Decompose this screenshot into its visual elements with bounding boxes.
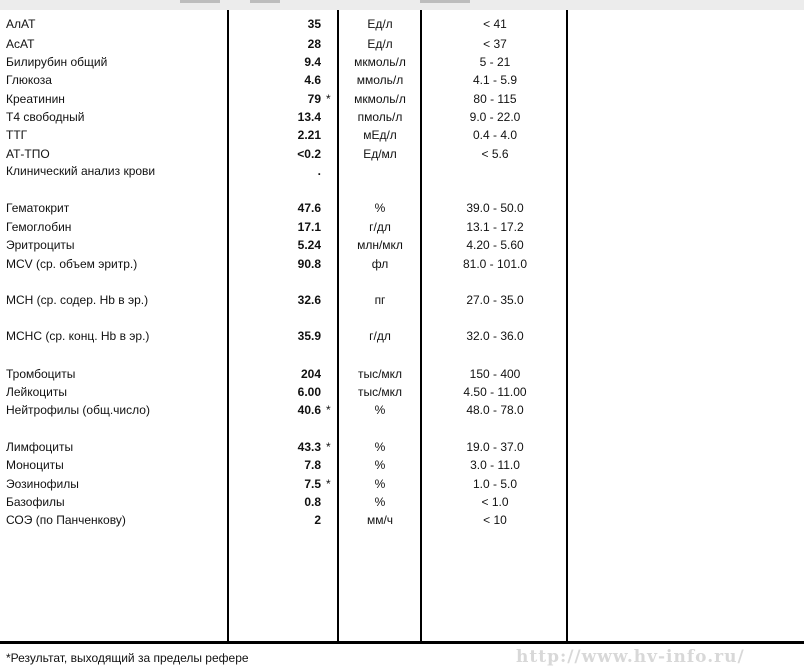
result-value: 204 <box>300 367 321 381</box>
reference-range: 13.1 - 17.2 <box>466 220 524 234</box>
unit: г/дл <box>369 220 391 234</box>
watermark: http://www.hv-info.ru/ <box>516 647 745 667</box>
result-value: 2 <box>314 513 321 527</box>
out-of-range-flag: * <box>326 477 331 491</box>
reference-range: 4.20 - 5.60 <box>466 238 524 252</box>
test-name: АТ-ТПО <box>6 147 50 161</box>
result-value: 32.6 <box>297 293 321 307</box>
reference-range: 80 - 115 <box>473 92 517 106</box>
reference-range: < 41 <box>483 17 507 31</box>
result-value: 28 <box>307 37 321 51</box>
test-name: Гемоглобин <box>6 220 72 234</box>
out-of-range-flag: * <box>326 92 331 106</box>
unit: % <box>374 495 386 509</box>
result-value: 5.24 <box>297 238 321 252</box>
reference-range: 19.0 - 37.0 <box>466 440 524 454</box>
result-value: 47.6 <box>297 201 321 215</box>
unit: фл <box>371 257 389 271</box>
result-value: 6.00 <box>297 385 321 399</box>
out-of-range-flag: * <box>326 440 331 454</box>
test-name: Нейтрофилы (общ.число) <box>6 403 150 417</box>
test-name: MCHC (ср. конц. Hb в эр.) <box>6 329 150 343</box>
unit: мм/ч <box>366 513 394 527</box>
unit: ммоль/л <box>356 73 404 87</box>
unit: млн/мкл <box>357 238 403 252</box>
test-name: Т4 свободный <box>6 110 85 124</box>
result-value: 4.6 <box>304 73 321 87</box>
result-value: 40.6 <box>297 403 321 417</box>
test-name: MCV (ср. объем эритр.) <box>6 257 138 271</box>
test-name: Эритроциты <box>6 238 75 252</box>
reference-range: 4.50 - 11.00 <box>463 385 527 399</box>
result-value: . <box>317 164 321 178</box>
test-name: Билирубин общий <box>6 55 108 69</box>
result-value: 2.21 <box>297 128 321 142</box>
reference-range: 4.1 - 5.9 <box>472 73 518 87</box>
test-name: АлАТ <box>6 17 36 31</box>
test-name: Гематокрит <box>6 201 70 215</box>
unit: мкмоль/л <box>354 92 406 106</box>
unit: пмоль/л <box>357 110 403 124</box>
reference-range: 5 - 21 <box>479 55 511 69</box>
test-name: Эозинофилы <box>6 477 79 491</box>
test-name: Тромбоциты <box>6 367 76 381</box>
test-name: Лейкоциты <box>6 385 68 399</box>
test-name: Клинический анализ крови <box>6 164 156 178</box>
unit: тыс/мкл <box>357 385 403 399</box>
result-value: 35.9 <box>297 329 321 343</box>
test-name: Моноциты <box>6 458 64 472</box>
reference-range: 39.0 - 50.0 <box>466 201 524 215</box>
result-value: 43.3 <box>297 440 321 454</box>
unit: тыс/мкл <box>357 367 403 381</box>
result-value: 0.8 <box>304 495 321 509</box>
column-divider-2 <box>337 10 339 642</box>
reference-range: < 1.0 <box>481 495 509 509</box>
result-value: 7.8 <box>304 458 321 472</box>
result-value: 9.4 <box>304 55 321 69</box>
reference-range: < 37 <box>483 37 507 51</box>
result-value: 90.8 <box>297 257 321 271</box>
reference-range: 1.0 - 5.0 <box>472 477 518 491</box>
result-value: <0.2 <box>297 147 321 161</box>
reference-range: 0.4 - 4.0 <box>472 128 518 142</box>
reference-range: < 10 <box>483 513 507 527</box>
test-name: СОЭ (по Панченкову) <box>6 513 126 527</box>
unit: г/дл <box>369 329 391 343</box>
unit: % <box>374 201 386 215</box>
reference-range: 150 - 400 <box>469 367 521 381</box>
reference-range: 48.0 - 78.0 <box>466 403 524 417</box>
unit: % <box>374 440 386 454</box>
unit: Ед/л <box>367 37 393 51</box>
reference-range: 81.0 - 101.0 <box>462 257 528 271</box>
unit: мЕд/л <box>363 128 397 142</box>
reference-range: 32.0 - 36.0 <box>466 329 524 343</box>
result-value: 79 <box>307 92 321 106</box>
test-name: MCH (ср. содер. Hb в эр.) <box>6 293 149 307</box>
unit: Ед/л <box>367 17 393 31</box>
test-name: АсАТ <box>6 37 35 51</box>
test-name: Базофилы <box>6 495 65 509</box>
reference-range: < 5.6 <box>481 147 509 161</box>
top-edge-strip <box>0 0 804 10</box>
result-value: 17.1 <box>297 220 321 234</box>
test-name: ТТГ <box>6 128 28 142</box>
test-name: Креатинин <box>6 92 65 106</box>
unit: % <box>374 477 386 491</box>
unit: % <box>374 403 386 417</box>
unit: % <box>374 458 386 472</box>
footnote: *Результат, выходящий за пределы рефере <box>6 651 249 665</box>
result-value: 13.4 <box>297 110 321 124</box>
unit: мкмоль/л <box>354 55 406 69</box>
reference-range: 3.0 - 11.0 <box>470 458 520 472</box>
unit: Ед/мл <box>363 147 397 161</box>
table-bottom-rule <box>0 641 804 644</box>
test-name: Глюкоза <box>6 73 52 87</box>
result-value: 7.5 <box>304 477 321 491</box>
out-of-range-flag: * <box>326 403 331 417</box>
result-value: 35 <box>307 17 321 31</box>
reference-range: 9.0 - 22.0 <box>469 110 521 124</box>
reference-range: 27.0 - 35.0 <box>466 293 524 307</box>
test-name: Лимфоциты <box>6 440 74 454</box>
unit: пг <box>374 293 386 307</box>
